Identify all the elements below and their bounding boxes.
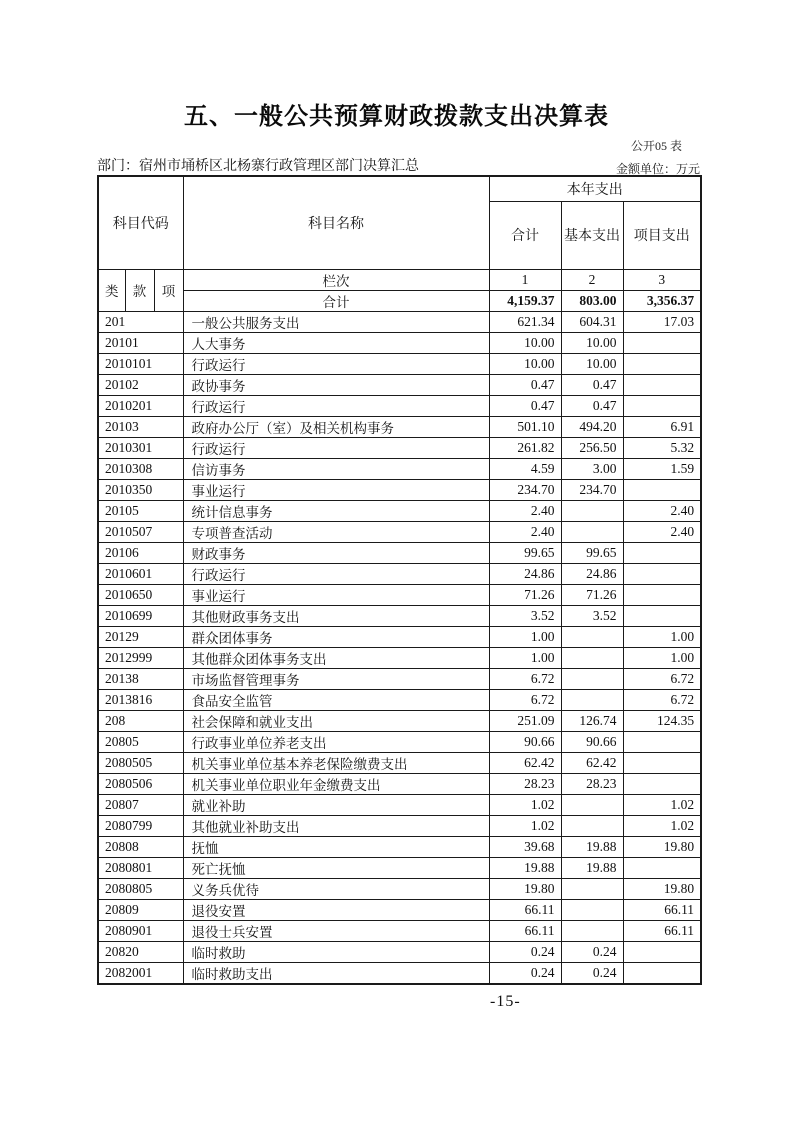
table-row — [98, 332, 701, 353]
subject-name-cell: 群众团体事务 — [183, 626, 489, 647]
project-expenditure-cell — [623, 752, 701, 773]
table-row — [98, 479, 701, 500]
table-row — [98, 353, 701, 374]
total-cell: 19.80 — [489, 878, 561, 899]
subject-name-cell: 食品安全监管 — [183, 689, 489, 710]
basic-expenditure-cell: 3.00 — [561, 458, 623, 479]
total-cell: 24.86 — [489, 563, 561, 584]
total-cell: 39.68 — [489, 836, 561, 857]
subject-name-cell: 机关事业单位职业年金缴费支出 — [183, 773, 489, 794]
grand-total-row — [98, 290, 701, 311]
table-row — [98, 794, 701, 815]
project-expenditure-column-header: 项目支出 — [623, 201, 701, 269]
page-number: -15- — [490, 993, 521, 1010]
subject-name-cell: 人大事务 — [183, 332, 489, 353]
subject-code-cell: 2013816 — [98, 689, 183, 710]
table-row — [98, 647, 701, 668]
subject-name-cell: 其他群众团体事务支出 — [183, 647, 489, 668]
basic-expenditure-cell: 126.74 — [561, 710, 623, 731]
basic-expenditure-cell: 0.24 — [561, 962, 623, 984]
table-row — [98, 584, 701, 605]
project-expenditure-cell — [623, 353, 701, 374]
table-row — [98, 899, 701, 920]
subject-code-cell: 20101 — [98, 332, 183, 353]
subject-name-cell: 信访事务 — [183, 458, 489, 479]
subject-name-cell: 临时救助 — [183, 941, 489, 962]
column-index-1: 1 — [489, 269, 561, 290]
project-expenditure-cell — [623, 374, 701, 395]
total-cell: 4.59 — [489, 458, 561, 479]
project-expenditure-cell: 2.40 — [623, 521, 701, 542]
subject-code-cell: 20807 — [98, 794, 183, 815]
project-expenditure-cell: 66.11 — [623, 899, 701, 920]
subject-code-cell: 20129 — [98, 626, 183, 647]
subject-code-cell: 20102 — [98, 374, 183, 395]
basic-expenditure-cell — [561, 899, 623, 920]
total-cell: 90.66 — [489, 731, 561, 752]
basic-expenditure-cell: 99.65 — [561, 542, 623, 563]
class-header: 类 — [98, 269, 125, 311]
total-cell: 66.11 — [489, 920, 561, 941]
project-expenditure-cell: 66.11 — [623, 920, 701, 941]
subject-name-cell: 就业补助 — [183, 794, 489, 815]
subject-name-cell: 事业运行 — [183, 479, 489, 500]
total-cell: 501.10 — [489, 416, 561, 437]
total-cell: 251.09 — [489, 710, 561, 731]
subject-name-cell: 政协事务 — [183, 374, 489, 395]
basic-expenditure-cell: 71.26 — [561, 584, 623, 605]
subject-name-cell: 财政事务 — [183, 542, 489, 563]
basic-expenditure-cell: 3.52 — [561, 605, 623, 626]
project-expenditure-cell — [623, 395, 701, 416]
table-row — [98, 626, 701, 647]
project-expenditure-cell — [623, 941, 701, 962]
subject-code-cell: 2010201 — [98, 395, 183, 416]
subject-code-cell: 20809 — [98, 899, 183, 920]
table-row — [98, 458, 701, 479]
basic-expenditure-cell — [561, 500, 623, 521]
basic-expenditure-cell: 234.70 — [561, 479, 623, 500]
table-row — [98, 941, 701, 962]
table-row — [98, 605, 701, 626]
subject-name-cell: 死亡抚恤 — [183, 857, 489, 878]
subject-name-cell: 行政事业单位养老支出 — [183, 731, 489, 752]
subject-name-cell: 临时救助支出 — [183, 962, 489, 984]
subject-name-cell: 一般公共服务支出 — [183, 311, 489, 332]
header-row-top — [98, 176, 701, 201]
subject-code-cell: 2012999 — [98, 647, 183, 668]
total-cell: 3.52 — [489, 605, 561, 626]
project-expenditure-cell: 1.59 — [623, 458, 701, 479]
subject-code-cell: 2010101 — [98, 353, 183, 374]
total-cell: 2.40 — [489, 521, 561, 542]
total-cell: 1.02 — [489, 815, 561, 836]
basic-expenditure-cell — [561, 878, 623, 899]
total-cell: 1.00 — [489, 647, 561, 668]
table-row — [98, 731, 701, 752]
subject-name-cell: 行政运行 — [183, 563, 489, 584]
project-expenditure-cell — [623, 542, 701, 563]
subject-code-cell: 20805 — [98, 731, 183, 752]
basic-expenditure-cell: 62.42 — [561, 752, 623, 773]
table-row — [98, 395, 701, 416]
expenditure-table — [97, 175, 702, 985]
subject-code-cell: 2010507 — [98, 521, 183, 542]
basic-expenditure-cell: 28.23 — [561, 773, 623, 794]
project-expenditure-cell — [623, 962, 701, 984]
table-row — [98, 857, 701, 878]
project-expenditure-cell — [623, 479, 701, 500]
subject-name-cell: 社会保障和就业支出 — [183, 710, 489, 731]
subject-code-cell: 20106 — [98, 542, 183, 563]
subject-code-cell: 20105 — [98, 500, 183, 521]
total-cell: 62.42 — [489, 752, 561, 773]
subject-code-cell: 2010650 — [98, 584, 183, 605]
subject-code-cell: 2082001 — [98, 962, 183, 984]
basic-expenditure-cell — [561, 626, 623, 647]
total-cell: 10.00 — [489, 332, 561, 353]
total-cell: 0.24 — [489, 962, 561, 984]
project-expenditure-cell — [623, 731, 701, 752]
subject-code-cell: 2080506 — [98, 773, 183, 794]
table-row — [98, 815, 701, 836]
subject-code-cell: 2080505 — [98, 752, 183, 773]
subject-code-cell: 20808 — [98, 836, 183, 857]
total-cell: 1.02 — [489, 794, 561, 815]
project-expenditure-cell — [623, 605, 701, 626]
project-expenditure-cell: 124.35 — [623, 710, 701, 731]
subject-name-cell: 行政运行 — [183, 395, 489, 416]
table-row — [98, 878, 701, 899]
basic-expenditure-cell: 494.20 — [561, 416, 623, 437]
subject-name-cell: 行政运行 — [183, 353, 489, 374]
table-row — [98, 668, 701, 689]
unit-label: 金额单位：万元 — [615, 162, 700, 176]
subject-name-cell: 退役安置 — [183, 899, 489, 920]
total-cell: 261.82 — [489, 437, 561, 458]
project-expenditure-cell — [623, 563, 701, 584]
total-cell: 0.47 — [489, 395, 561, 416]
total-cell: 71.26 — [489, 584, 561, 605]
table-row — [98, 752, 701, 773]
basic-expenditure-cell — [561, 647, 623, 668]
column-index-row — [98, 269, 701, 290]
column-index-label: 栏次 — [183, 269, 489, 290]
basic-expenditure-cell: 0.47 — [561, 374, 623, 395]
item-header: 项 — [154, 269, 183, 311]
total-cell: 6.72 — [489, 668, 561, 689]
subject-code-cell: 2080801 — [98, 857, 183, 878]
project-expenditure-cell — [623, 332, 701, 353]
subject-name-cell: 退役士兵安置 — [183, 920, 489, 941]
grand-total-project: 3,356.37 — [623, 290, 701, 311]
project-expenditure-cell — [623, 584, 701, 605]
project-expenditure-cell — [623, 773, 701, 794]
table-row — [98, 500, 701, 521]
total-cell: 19.88 — [489, 857, 561, 878]
project-expenditure-cell: 17.03 — [623, 311, 701, 332]
total-cell: 0.47 — [489, 374, 561, 395]
grand-total-total: 4,159.37 — [489, 290, 561, 311]
table-row — [98, 836, 701, 857]
table-row — [98, 563, 701, 584]
project-expenditure-cell: 19.80 — [623, 836, 701, 857]
subject-code-cell: 20138 — [98, 668, 183, 689]
subject-name-cell: 统计信息事务 — [183, 500, 489, 521]
page-title: 五、一般公共预算财政拨款支出决算表 — [184, 103, 609, 130]
subject-name-cell: 行政运行 — [183, 437, 489, 458]
form-number-label: 公开05 表 — [630, 139, 682, 153]
basic-expenditure-cell: 604.31 — [561, 311, 623, 332]
basic-expenditure-cell — [561, 668, 623, 689]
subject-name-cell: 专项普查活动 — [183, 521, 489, 542]
current-year-expenditure-header: 本年支出 — [489, 176, 701, 201]
table-body — [98, 311, 701, 984]
basic-expenditure-column-header: 基本支出 — [561, 201, 623, 269]
subject-name-cell: 事业运行 — [183, 584, 489, 605]
subject-name-cell: 机关事业单位基本养老保险缴费支出 — [183, 752, 489, 773]
subject-name-cell: 其他财政事务支出 — [183, 605, 489, 626]
total-cell: 234.70 — [489, 479, 561, 500]
basic-expenditure-cell: 24.86 — [561, 563, 623, 584]
subject-name-cell: 抚恤 — [183, 836, 489, 857]
basic-expenditure-cell: 19.88 — [561, 836, 623, 857]
grand-total-label: 合计 — [183, 290, 489, 311]
total-cell: 10.00 — [489, 353, 561, 374]
total-cell: 1.00 — [489, 626, 561, 647]
project-expenditure-cell: 19.80 — [623, 878, 701, 899]
project-expenditure-cell: 6.72 — [623, 668, 701, 689]
basic-expenditure-cell: 0.24 — [561, 941, 623, 962]
basic-expenditure-cell: 19.88 — [561, 857, 623, 878]
column-index-3: 3 — [623, 269, 701, 290]
section-header: 款 — [125, 269, 154, 311]
subject-name-cell: 其他就业补助支出 — [183, 815, 489, 836]
subject-code-cell: 2080805 — [98, 878, 183, 899]
subject-name-cell: 政府办公厅（室）及相关机构事务 — [183, 416, 489, 437]
total-cell: 99.65 — [489, 542, 561, 563]
basic-expenditure-cell — [561, 794, 623, 815]
table-row — [98, 962, 701, 984]
total-cell: 66.11 — [489, 899, 561, 920]
basic-expenditure-cell — [561, 920, 623, 941]
subject-code-cell: 2080901 — [98, 920, 183, 941]
subject-code-cell: 2010601 — [98, 563, 183, 584]
project-expenditure-cell — [623, 857, 701, 878]
total-cell: 6.72 — [489, 689, 561, 710]
table-row — [98, 773, 701, 794]
subject-code-cell: 201 — [98, 311, 183, 332]
table-row — [98, 311, 701, 332]
subject-code-cell: 20820 — [98, 941, 183, 962]
table-row — [98, 920, 701, 941]
project-expenditure-cell: 6.72 — [623, 689, 701, 710]
total-column-header: 合计 — [489, 201, 561, 269]
total-cell: 2.40 — [489, 500, 561, 521]
table-row — [98, 374, 701, 395]
project-expenditure-cell: 1.00 — [623, 647, 701, 668]
table-row — [98, 542, 701, 563]
subject-name-cell: 义务兵优待 — [183, 878, 489, 899]
project-expenditure-cell: 1.02 — [623, 794, 701, 815]
basic-expenditure-cell: 10.00 — [561, 353, 623, 374]
project-expenditure-cell: 6.91 — [623, 416, 701, 437]
subject-code-header: 科目代码 — [98, 176, 183, 269]
subject-code-cell: 2010350 — [98, 479, 183, 500]
subject-code-cell: 20103 — [98, 416, 183, 437]
basic-expenditure-cell: 0.47 — [561, 395, 623, 416]
project-expenditure-cell: 5.32 — [623, 437, 701, 458]
subject-code-cell: 2010308 — [98, 458, 183, 479]
subject-code-cell: 2080799 — [98, 815, 183, 836]
basic-expenditure-cell — [561, 521, 623, 542]
basic-expenditure-cell: 90.66 — [561, 731, 623, 752]
subject-name-header: 科目名称 — [183, 176, 489, 269]
project-expenditure-cell: 1.00 — [623, 626, 701, 647]
basic-expenditure-cell: 10.00 — [561, 332, 623, 353]
project-expenditure-cell: 2.40 — [623, 500, 701, 521]
basic-expenditure-cell — [561, 815, 623, 836]
table-row — [98, 710, 701, 731]
subject-code-cell: 208 — [98, 710, 183, 731]
subject-name-cell: 市场监督管理事务 — [183, 668, 489, 689]
grand-total-basic: 803.00 — [561, 290, 623, 311]
subject-code-cell: 2010699 — [98, 605, 183, 626]
basic-expenditure-cell — [561, 689, 623, 710]
table-row — [98, 416, 701, 437]
department-label: 部门：宿州市埇桥区北杨寨行政管理区部门决算汇总 — [97, 159, 419, 174]
table-row — [98, 437, 701, 458]
subject-code-cell: 2010301 — [98, 437, 183, 458]
project-expenditure-cell: 1.02 — [623, 815, 701, 836]
basic-expenditure-cell: 256.50 — [561, 437, 623, 458]
total-cell: 621.34 — [489, 311, 561, 332]
table-row — [98, 521, 701, 542]
total-cell: 28.23 — [489, 773, 561, 794]
column-index-2: 2 — [561, 269, 623, 290]
table-row — [98, 689, 701, 710]
total-cell: 0.24 — [489, 941, 561, 962]
